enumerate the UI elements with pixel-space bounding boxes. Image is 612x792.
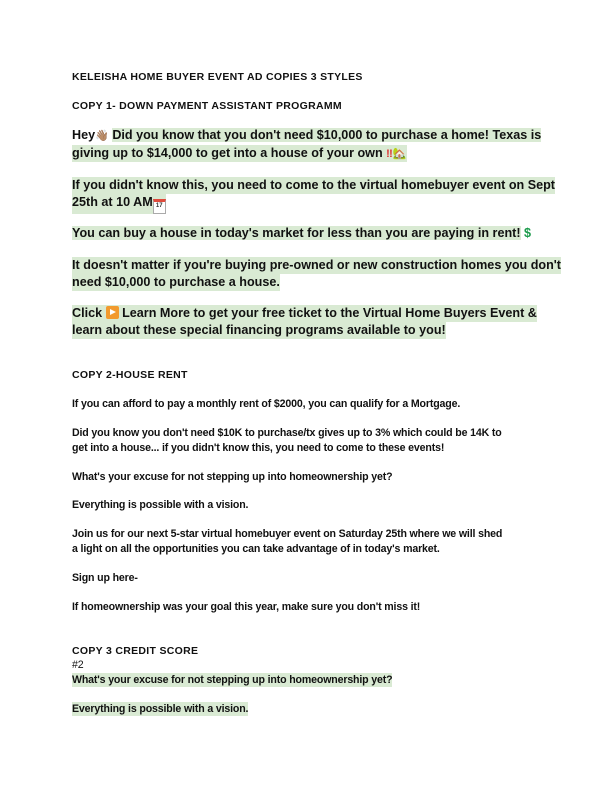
waving-hand-icon: 👋🏽 xyxy=(95,129,109,142)
hey-text: Hey xyxy=(72,128,96,142)
house-icon: 🏡 xyxy=(392,147,407,160)
play-button-icon xyxy=(106,306,119,319)
copy1-paragraph-1-line-1 xyxy=(72,127,541,144)
copy2-paragraph-5-line-1: Join us for our next 5-star virtual homebuyer event on Saturday 25th where we will shed xyxy=(72,528,503,540)
copy2-paragraph-4: Everything is possible with a vision. xyxy=(72,499,249,511)
dollar-icon: $ xyxy=(524,226,532,240)
copy2-heading: COPY 2-HOUSE RENT xyxy=(72,369,188,381)
text: 25th at 10 AM xyxy=(72,195,153,209)
highlighted-text: Did you know that you don't need $10,000 to purchase a home! Texas is xyxy=(112,128,542,142)
copy3-number: #2 xyxy=(72,659,84,671)
copy1-paragraph-2-line-2 xyxy=(72,194,166,214)
copy1-paragraph-5-line-1 xyxy=(72,305,537,322)
copy2-paragraph-7: If homeownership was your goal this year, make sure you don't miss it! xyxy=(72,601,421,613)
copy3-paragraph-2: Everything is possible with a vision. xyxy=(72,703,249,715)
text: giving up to $14,000 to get into a house of your own xyxy=(72,146,383,160)
copy2-paragraph-2-line-1: Did you know you don't need $10K to purchase/tx gives up to 3% which could be 14K to xyxy=(72,427,502,439)
text: You can buy a house in today's market for less than you are paying in rent! xyxy=(72,226,521,240)
copy2-paragraph-2-line-2: get into a house... if you didn't know this, you need to come to these events! xyxy=(72,442,445,454)
copy1-heading: COPY 1- DOWN PAYMENT ASSISTANT PROGRAMM xyxy=(72,100,342,112)
copy1-paragraph-2-line-1: If you didn't know this, you need to come to the virtual homebuyer event on Sept xyxy=(72,178,556,192)
calendar-icon: 17 xyxy=(153,199,166,214)
copy1-paragraph-5-line-2: learn about these special financing programs available to you! xyxy=(72,323,446,337)
copy2-paragraph-6: Sign up here- xyxy=(72,572,138,584)
document-title: KELEISHA HOME BUYER EVENT AD COPIES 3 STYLES xyxy=(72,71,363,83)
copy1-paragraph-3 xyxy=(72,225,531,242)
copy2-paragraph-3: What's your excuse for not stepping up into homeownership yet? xyxy=(72,471,393,483)
copy2-paragraph-1: If you can afford to pay a monthly rent of $2000, you can qualify for a Mortgage. xyxy=(72,398,461,410)
copy3-paragraph-1: What's your excuse for not stepping up into homeownership yet? xyxy=(72,674,393,686)
copy1-paragraph-1-line-2 xyxy=(72,145,407,162)
copy1-paragraph-4-line-1: It doesn't matter if you're buying pre-owned or new construction homes you don't xyxy=(72,258,561,272)
text: Click xyxy=(72,306,103,320)
copy1-paragraph-4-line-2: need $10,000 to purchase a house. xyxy=(72,275,280,289)
double-exclamation-icon: ‼ xyxy=(386,147,393,160)
copy3-heading: COPY 3 CREDIT SCORE xyxy=(72,645,199,657)
text: Learn More to get your free ticket to the Virtual Home Buyers Event & xyxy=(122,306,537,320)
copy2-paragraph-5-line-2: a light on all the opportunities you can take advantage of in today's market. xyxy=(72,543,440,555)
